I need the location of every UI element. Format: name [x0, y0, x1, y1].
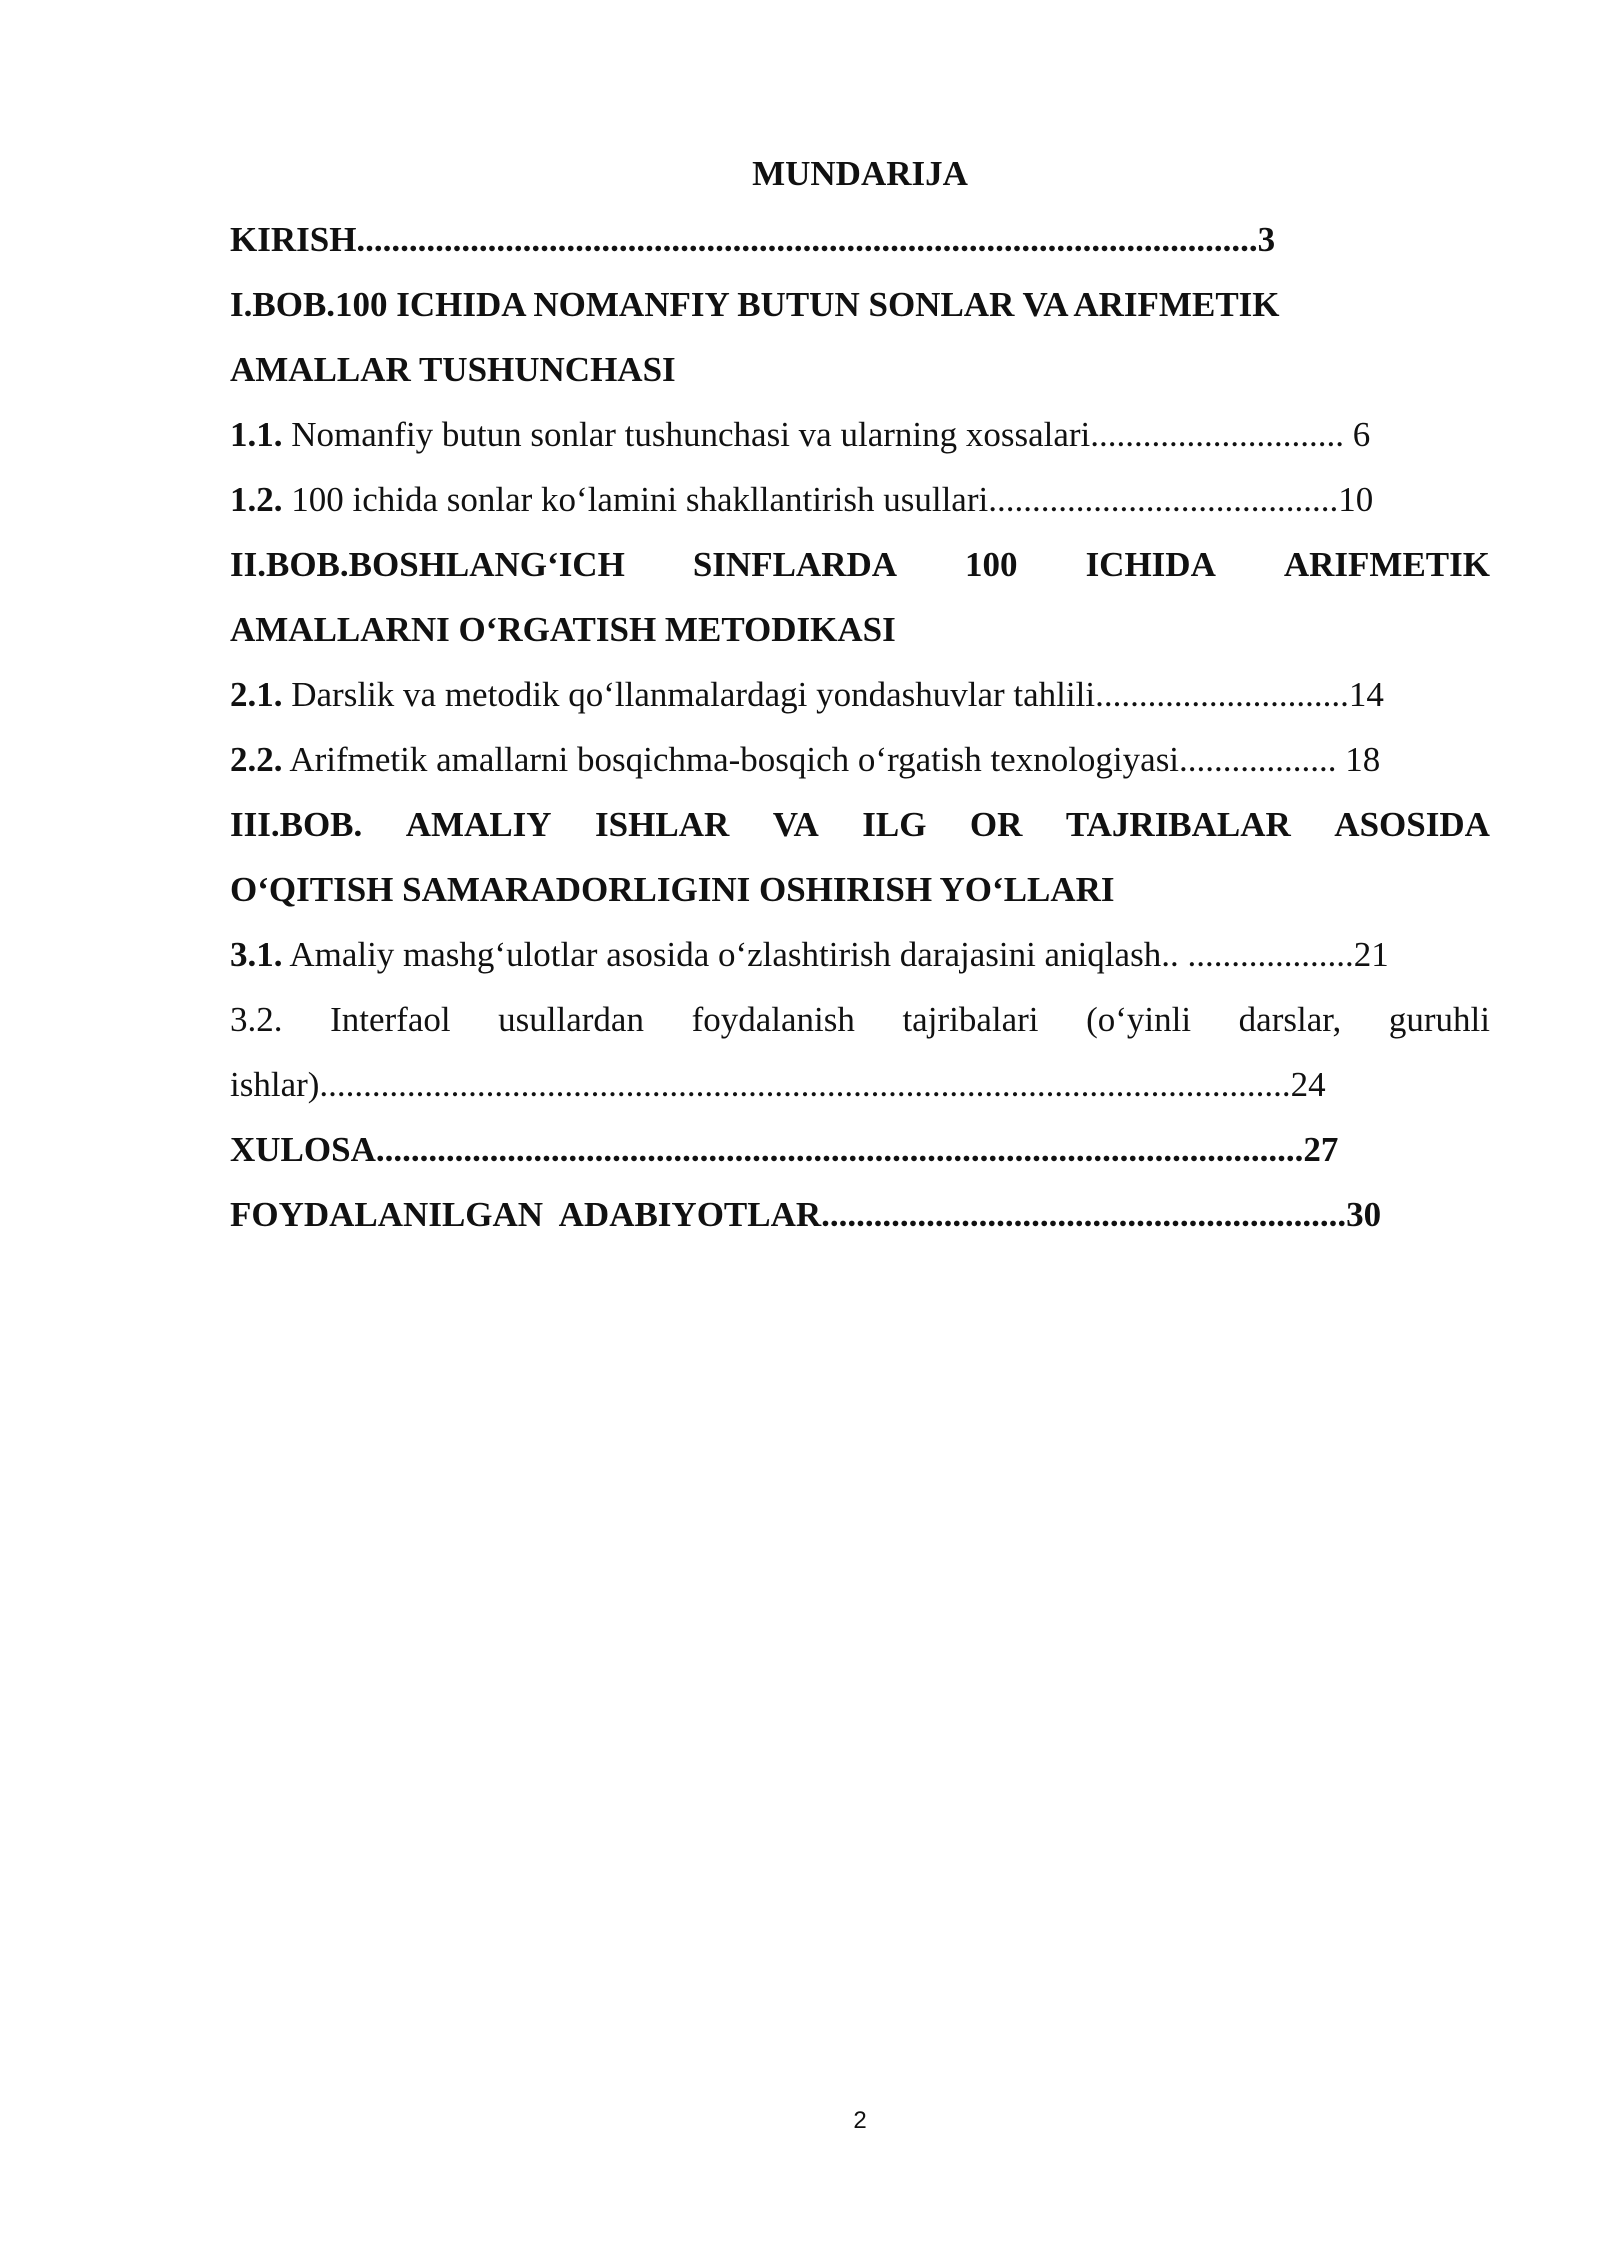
toc-entry-text: KIRISH.......................................................................................................3: [230, 220, 1276, 259]
heading-word: ARIFMETIK: [1283, 545, 1490, 584]
section-number: 2.1.: [230, 675, 283, 714]
toc-section-3-1: [230, 933, 1490, 998]
toc-entry-text: AMALLARNI O‘RGATISH METODIKASI: [230, 610, 896, 649]
toc-entry-adabiyotlar: [230, 1193, 1490, 1258]
heading-word: OR: [969, 805, 1023, 844]
section-text: Darslik va metodik qo‘llanmalardagi yondashuvlar tahlili.............................14: [282, 675, 1384, 714]
section-text: Amaliy mashg‘ulotlar asosida o‘zlashtirish darajasini aniqlash.. ...................21: [282, 935, 1389, 974]
heading-word: II.BOB.BOSHLANG‘ICH: [230, 545, 625, 584]
toc-entry-text: O‘QITISH SAMARADORLIGINI OSHIRISH YO‘LLARI: [230, 870, 1115, 909]
heading-word: ILG: [862, 805, 927, 844]
toc-entry-xulosa: [230, 1128, 1490, 1193]
section-word: Interfaol: [330, 1000, 451, 1039]
section-word: guruhli: [1388, 1000, 1490, 1039]
toc-section-3-2: [230, 998, 1490, 1063]
section-word: darslar,: [1238, 1000, 1342, 1039]
heading-word: ICHIDA: [1085, 545, 1216, 584]
section-word: tajribalari: [902, 1000, 1039, 1039]
toc-section-2-1: [230, 673, 1490, 738]
toc-chapter-3-heading: [230, 803, 1490, 868]
toc-chapter-2-heading: [230, 543, 1490, 608]
heading-word: VA: [772, 805, 819, 844]
heading-word: III.BOB.: [230, 805, 363, 844]
section-text: Nomanfiy butun sonlar tushunchasi va ularning xossalari............................. 6: [282, 415, 1371, 454]
section-number: 3.1.: [230, 935, 283, 974]
section-word: usullardan: [498, 1000, 644, 1039]
heading-word: TAJRIBALAR: [1065, 805, 1291, 844]
toc-section-1-2: [230, 478, 1490, 543]
toc-section-2-2: [230, 738, 1490, 803]
toc-entry-text: FOYDALANILGAN ADABIYOTLAR............................................................30: [230, 1195, 1382, 1234]
toc-entry-text: I.BOB.100 ICHIDA NOMANFIY BUTUN SONLAR VA ARIFMETIK: [230, 285, 1280, 324]
section-number: 1.1.: [230, 415, 283, 454]
toc-chapter-3-heading-cont: [230, 868, 1490, 933]
toc-entry-kirish: [230, 218, 1490, 283]
section-number: 1.2.: [230, 480, 283, 519]
toc-section-3-2-cont: [230, 1063, 1490, 1128]
section-word: 3.2.: [230, 1000, 283, 1039]
toc-title: MUNDARIJA: [752, 154, 968, 193]
section-number: 2.2.: [230, 740, 283, 779]
table-of-contents: [230, 218, 1490, 1258]
heading-word: 100: [965, 545, 1018, 584]
toc-section-1-1: [230, 413, 1490, 478]
toc-entry-text: XULOSA..........................................................................................................27: [230, 1130, 1339, 1169]
section-word: (o‘yinli: [1086, 1000, 1192, 1039]
toc-chapter-2-heading-cont: [230, 608, 1490, 673]
page-number: 2: [853, 2107, 867, 2134]
heading-word: ASOSIDA: [1334, 805, 1490, 844]
toc-chapter-1-heading-cont: [230, 348, 1490, 413]
section-word: foydalanish: [691, 1000, 855, 1039]
section-text: Arifmetik amallarni bosqichma-bosqich o‘rgatish texnologiyasi.................. 18: [282, 740, 1381, 779]
toc-entry-text: AMALLAR TUSHUNCHASI: [230, 350, 676, 389]
section-text: ishlar)...............................................................................................................24: [230, 1065, 1326, 1104]
heading-word: AMALIY: [405, 805, 552, 844]
heading-word: SINFLARDA: [692, 545, 898, 584]
toc-chapter-1-heading: [230, 283, 1490, 348]
section-text: 100 ichida sonlar ko‘lamini shakllantirish usullari........................................10: [282, 480, 1374, 519]
heading-word: ISHLAR: [595, 805, 730, 844]
